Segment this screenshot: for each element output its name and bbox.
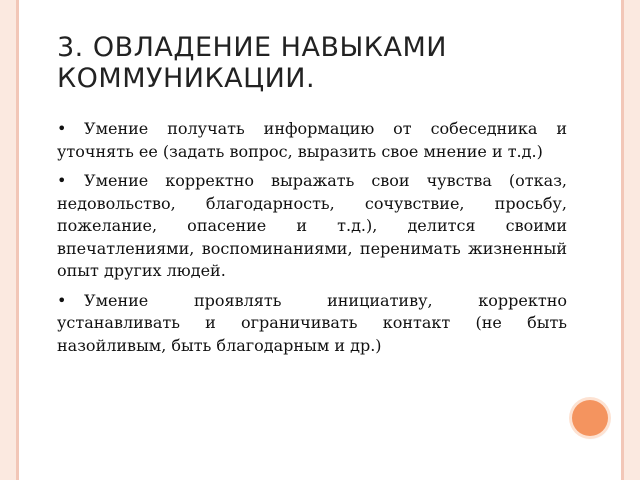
bullet-icon: •: [57, 171, 67, 190]
list-item-text: Умение корректно выражать свои чувства (отказ, недовольство, благодарность, сочувствие, просьбу, пожелание, опасение и т.д.), делится своими впечатлениями, воспоминаниями, перенимать жизненный опыт других людей.: [57, 171, 567, 280]
slide-card: [16, 0, 624, 480]
list-item: [57, 290, 567, 358]
slide-title: 3. ОВЛАДЕНИЕ НАВЫКАМИ КОММУНИКАЦИИ.: [57, 32, 447, 94]
bullet-icon: •: [57, 290, 67, 310]
bullet-icon: •: [57, 119, 67, 138]
list-item-text: Умение получать информацию от собеседника и уточнять ее (задать вопрос, выразить свое мнение и т.д.): [57, 119, 567, 161]
decorative-circle-icon: [572, 400, 608, 436]
bullet-list: [57, 118, 567, 364]
list-item-text: Умение проявлять инициативу, корректно устанавливать и ограничивать контакт (не быть назойливым, быть благодарным и др.): [57, 290, 567, 355]
list-item: [57, 118, 567, 163]
list-item: [57, 170, 567, 283]
